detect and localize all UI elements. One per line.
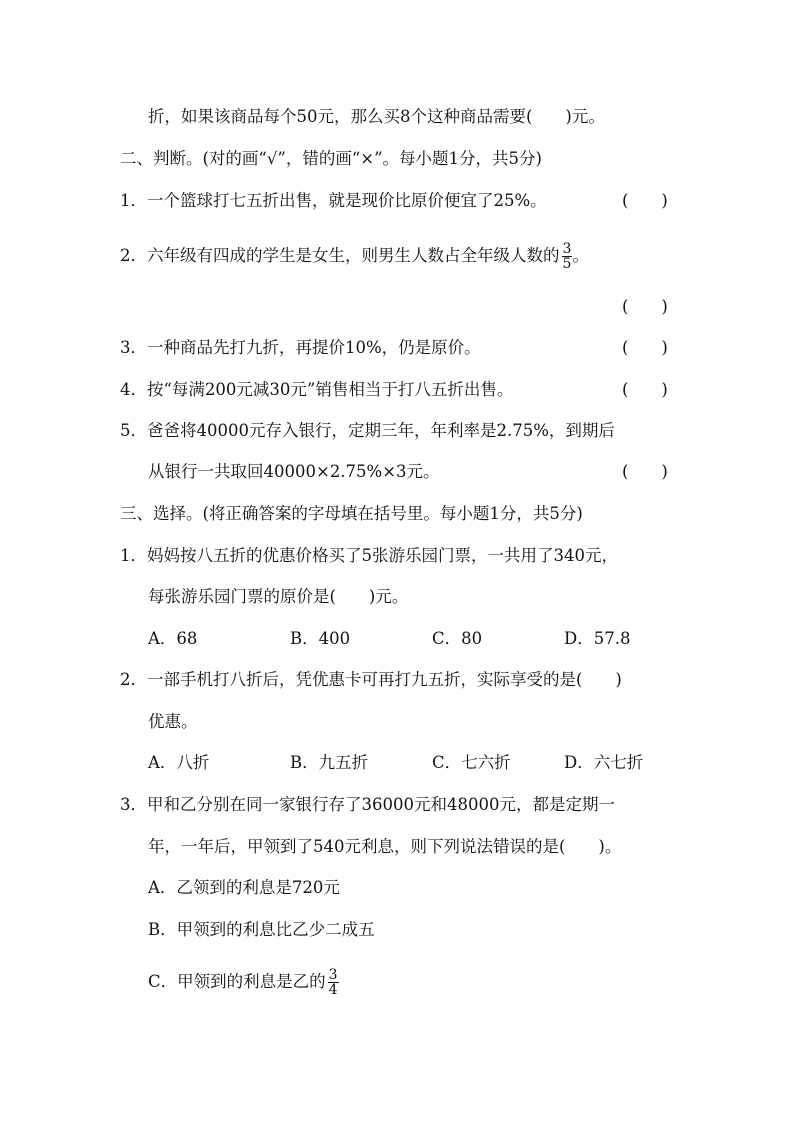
choice-q3-line2: 年，一年后，甲领到了540元利息，则下列说法错误的是( )。 (148, 837, 622, 856)
fraction-numerator: 3 (328, 967, 338, 983)
choice-q2-option-d[interactable]: D．六七折 (564, 753, 644, 772)
section-3-heading: 三、选择。(将正确答案的字母填在括号里。每小题1分，共5分) (120, 504, 583, 523)
choice-q3-option-b[interactable]: B．甲领到的利息比乙少二成五 (148, 920, 375, 939)
judge-item-1: 1．一个篮球打七五折出售，就是现价比原价便宜了25%。 (120, 191, 547, 210)
choice-q2-option-b[interactable]: B．九五折 (290, 753, 369, 772)
choice-q3-option-c-text: C．甲领到的利息是乙的 (148, 972, 326, 991)
choice-q2-option-c[interactable]: C．七六折 (432, 753, 511, 772)
choice-q2-line1: 2．一部手机打八折后，凭优惠卡可再打九五折，实际享受的是( ) (120, 670, 622, 689)
judge-item-3: 3．一种商品先打九折，再提价10%，仍是原价。 (120, 338, 481, 357)
choice-q1-option-b[interactable]: B．400 (290, 629, 351, 648)
judge-answer-3[interactable]: ( ) (622, 338, 668, 357)
fraction (562, 242, 573, 271)
choice-q3-line1: 3．甲和乙分别在同一家银行存了36000元和48000元，都是定期一 (120, 795, 615, 814)
choice-q1-option-d[interactable]: D．57.8 (564, 629, 631, 648)
choice-q3-option-a[interactable]: A．乙领到的利息是720元 (148, 878, 340, 897)
section-2-heading: 二、判断。(对的画“√”，错的画“×”。每小题1分，共5分) (120, 149, 542, 168)
question-continuation: 折，如果该商品每个50元，那么买8个这种商品需要( )元。 (148, 107, 605, 126)
judge-item-2 (120, 242, 589, 271)
choice-q1-option-a[interactable]: A．68 (148, 629, 198, 648)
judge-item-2-tail: 。 (572, 246, 589, 265)
choice-q1-option-c[interactable]: C．80 (432, 629, 483, 648)
fraction-denominator: 5 (562, 256, 572, 272)
judge-item-2-text: 2．六年级有四成的学生是女生，则男生人数占全年级人数的 (120, 246, 560, 265)
judge-item-4: 4．按“每满200元减30元”销售相当于打八五折出售。 (120, 380, 514, 399)
fraction-denominator: 4 (328, 982, 338, 998)
judge-answer-4[interactable]: ( ) (622, 380, 668, 399)
choice-q1-line1: 1．妈妈按八五折的优惠价格买了5张游乐园门票，一共用了340元， (120, 546, 618, 565)
judge-item-5: 5．爸爸将40000元存入银行，定期三年，年利率是2.75%，到期后 (120, 421, 615, 440)
judge-answer-1[interactable]: ( ) (622, 191, 668, 210)
fraction (328, 968, 339, 997)
judge-item-5-line2: 从银行一共取回40000×2.75%×3元。 (148, 462, 440, 481)
choice-q2-option-a[interactable]: A．八折 (148, 753, 210, 772)
choice-q3-option-c[interactable] (148, 968, 339, 997)
judge-answer-2[interactable]: ( ) (622, 297, 668, 316)
choice-q1-line2: 每张游乐园门票的原价是( )元。 (148, 587, 409, 606)
choice-q2-line2: 优惠。 (148, 712, 198, 731)
judge-answer-5[interactable]: ( ) (622, 462, 668, 481)
fraction-numerator: 3 (562, 241, 572, 257)
